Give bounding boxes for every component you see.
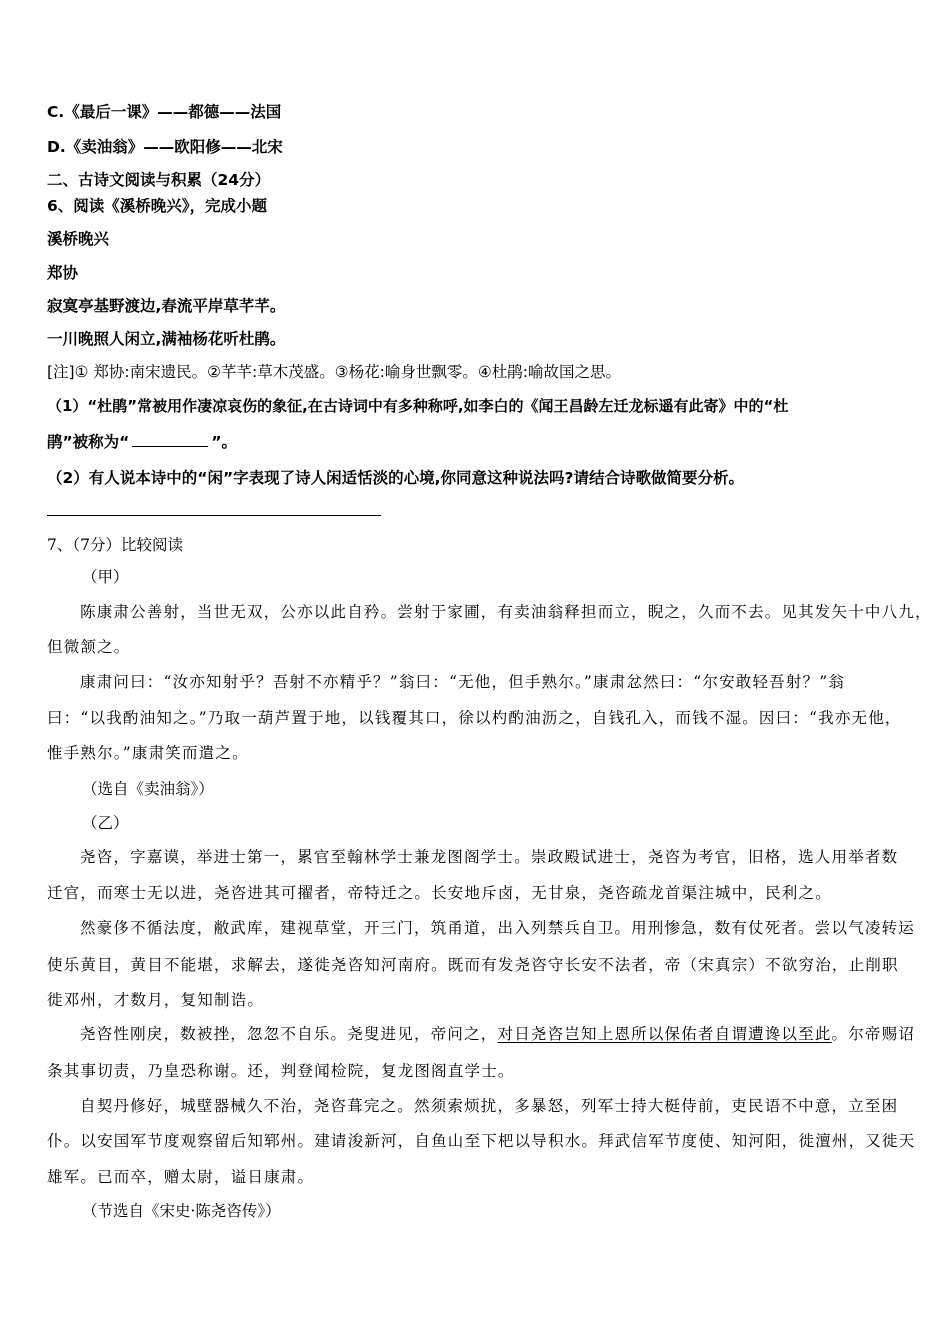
answer-line[interactable] xyxy=(47,515,381,516)
passage-yi-p2-line-2: 使乐黄目，黄目不能堪，求解去，遂徙尧咨知河南府。既而有发尧咨守长安不法者，帝（宋真宗）不欲穷治，止削职 xyxy=(47,956,899,974)
question-7-heading: 7、（7分）比较阅读 xyxy=(47,536,183,554)
poem-notes: [注]① 郑协:南宋遗民。②芊芊:草木茂盛。③杨花:喻身世飘零。④杜鹃:喻故国之思。 xyxy=(47,363,621,381)
question-6-prompt: 6、阅读《溪桥晚兴》，完成小题 xyxy=(47,197,268,215)
passage-jia-source: （选自《卖油翁》） xyxy=(82,780,214,798)
passage-yi-p3-line-2: 条其事切责，乃皇恐称谢。还，判登闻检院，复龙图阁直学士。 xyxy=(47,1062,515,1080)
passage-yi-p3-line-1 xyxy=(80,1024,915,1044)
question-6-1-line-1: （1）“杜鹃”常被用作凄凉哀伤的象征,在古诗词中有多种称呼,如李白的《闻王昌龄左迁龙标遥有此寄》中的“杜 xyxy=(47,397,789,415)
passage-yi-p2-line-3: 徙邓州，才数月，复知制诰。 xyxy=(47,991,265,1009)
passage-yi-source: （节选自《宋史·陈尧咨传》） xyxy=(82,1202,281,1220)
section-heading: 二、古诗文阅读与积累（24分） xyxy=(47,171,271,189)
passage-yi-p2-line-1: 然豪侈不循法度，敝武库，建视草堂，开三门，筑甬道，出入列禁兵自卫。用刑惨急，数有仗死者。尝以气凌转运 xyxy=(80,919,916,937)
option-d: D.《卖油翁》——欧阳修——北宋 xyxy=(47,138,283,156)
passage-yi-p3-text-a: 尧咨性刚戾，数被挫，忽忽不自乐。尧叟进见，帝问之， xyxy=(80,1025,498,1043)
passage-yi-label: （乙） xyxy=(82,814,129,832)
passage-jia-p2-line-3: 惟手熟尔。”康肃笑而遣之。 xyxy=(47,744,249,762)
question-6-2: （2）有人说本诗中的“闲”字表现了诗人闲适恬淡的心境,你同意这种说法吗?请结合诗歌做简要分析。 xyxy=(47,469,745,487)
passage-jia-p1-line-1: 陈康肃公善射，当世无双，公亦以此自矜。尝射于家圃，有卖油翁释担而立，睨之，久而不去。见其发矢十中八九， xyxy=(80,603,932,621)
poem-line-2: 一川晚照人闲立,满袖杨花听杜鹃。 xyxy=(47,330,286,348)
question-6-1-text-b: ”。 xyxy=(211,433,238,451)
passage-yi-p1-line-1: 尧咨，字嘉谟，举进士第一，累官至翰林学士兼龙图阁学士。崇政殿试进士，尧咨为考官，旧格，选人用举者数 xyxy=(80,848,899,866)
question-6-1-text-a: 鹃”被称为“ xyxy=(47,433,130,451)
poem-author: 郑协 xyxy=(47,264,79,282)
passage-yi-p4-line-1: 自契丹修好，城壁器械久不治，尧咨葺完之。然须索烦扰，多暴怒，列军士持大梃侍前，吏民语不中意，立至困 xyxy=(80,1097,899,1115)
passage-jia-p2-line-2: 曰：“以我酌油知之。”乃取一葫芦置于地，以钱覆其口，徐以杓酌油沥之，自钱孔入，而钱不湿。因曰：“我亦无他， xyxy=(47,709,902,727)
passage-yi-p4-line-2: 仆。以安国军节度观察留后知郓州。建请浚新河，自鱼山至下杷以导积水。拜武信军节度使、知河阳，徙澶州，又徙天 xyxy=(47,1132,916,1150)
passage-jia-p1-line-2: 但微颔之。 xyxy=(47,638,131,656)
option-c: C.《最后一课》——都德——法国 xyxy=(47,103,282,121)
passage-yi-p3-text-b: 。尔帝赐诏 xyxy=(831,1025,916,1043)
poem-title: 溪桥晚兴 xyxy=(47,230,110,248)
passage-jia-p2-line-1: 康肃问曰：“汝亦知射乎？吾射不亦精乎？”翁曰：“无他，但手熟尔。”康肃忿然曰：“尔安敢轻吾射？”翁 xyxy=(80,673,846,691)
underlined-sentence: 对日尧咨岂知上恩所以保佑者自谓遭谗以至此 xyxy=(497,1025,832,1043)
poem-line-1: 寂寞亭基野渡边,春流平岸草芊芊。 xyxy=(47,297,286,315)
passage-yi-p1-line-2: 迁官，而寒士无以进，尧咨进其可擢者，帝特迁之。长安地斥卤，无甘泉，尧咨疏龙首渠注城中，民利之。 xyxy=(47,884,832,902)
question-6-1-line-2 xyxy=(47,432,237,452)
passage-jia-label: （甲） xyxy=(82,568,129,586)
answer-blank[interactable] xyxy=(132,432,208,447)
passage-yi-p4-line-3: 雄军。已而卒，赠太尉，谥日康肃。 xyxy=(47,1168,315,1186)
